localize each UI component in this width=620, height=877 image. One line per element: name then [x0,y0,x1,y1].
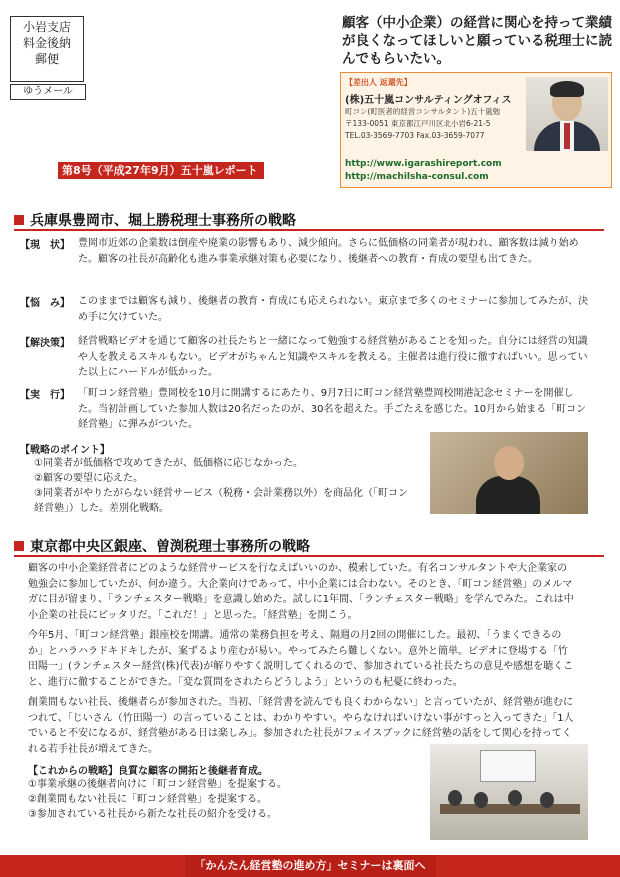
future-item: ①事業承継の後継者向けに「町コン経営塾」を提案する。 [28,779,287,790]
red-square-icon [14,215,24,225]
sender-url-1[interactable]: http://www.igarashireport.com [345,159,502,169]
sender-tag: 【差出人 返還先】 [345,78,412,87]
section2-para1: 顧客の中小企業経営者にどのような経営サービスを行なえばいいのか、模索していた。有名コンサルタントや大企業家の勉強会に参加していたが、何か違う。大企業向けであって、中小企業には合わない。そのとき、「町コン経営塾」のメルマガに目が留まり、「ランチェスター戦略」を意識し始めた。試しに1年間、「ランチェスター戦略」を学んでみた。これは中小企業の社長にピッタリだ。「これだ！」と思った。「経営塾」を開こう。 [28,563,574,621]
points-title: 【戦略のポイント】 [20,445,110,456]
point-item: ②顧客の要望に応えた。 [34,473,143,484]
sender-url-2[interactable]: http://machilsha-consul.com [345,172,489,182]
row-label: 【悩 み】 [20,298,70,309]
future-item: ③参加されている社長から新たな社長の紹介を受ける。 [28,809,277,820]
sender-box [340,72,612,188]
strategy-points [20,441,410,521]
point-item: ③同業者がやりたがらない経営サービス（税務・会計業務以外）を商品化（「町コン経営塾」）した。差別化戦略。 [34,488,408,514]
row-nayami [20,294,592,326]
author-photo [526,77,608,151]
section2-para2: 今年5月、「町コン経営塾」銀座校を開講。通常の業務負担を考え、隔週の月2回の開催にした。最初、「うまくできるのか」とハラハラドキドキしたが、案ずるより産むが易い。やってみたら難しくない。意外と簡単。ビデオに登場する「竹田陽一」(ランチェスター経営(株)代表)が解りやすく説明してくれるので、参加されている社長たちの意見や感想を聴くこと、進行に徹することができた。「変な質問をされたらどうしよう」というのも杞憂に終わった。 [28,630,574,688]
section2-title: 東京都中央区銀座、曽渕税理士事務所の戦略 [30,539,310,555]
sender-address: 〒133-0051 東京都江戸川区北小岩6-21-5 [345,119,491,128]
section1-divider [14,229,604,231]
sender-company: (株)五十嵐コンサルティングオフィス [345,95,512,106]
issue-title-bar: 第8号（平成27年9月）五十嵐レポート [58,162,264,179]
postage-line-1: 小岩支店 [22,20,71,34]
row-text: 豊岡市近郊の企業数は倒産や廃業の影響もあり、減少傾向。さらに低価格の同業者が現われ、顧客数は減り始めた。顧客の社長が高齢化も進み事業承継対策も必要になり、後継者への教育・育成の要望も出てきた。 [78,238,579,265]
future-title: 【これからの戦略】良質な顧客の開拓と後継者育成。 [28,766,268,777]
postage-line-3: 郵便 [34,52,59,66]
section1-heading [14,210,296,230]
row-jikko [20,386,592,434]
seminar-speaker-photo [430,432,588,514]
row-text: このままでは顧客も減り、後継者の教育・育成にも応えられない。東京まで多くのセミナーに参加してみたが、決め手に欠けていた。 [78,296,588,323]
postage-line-2: 料金後納 [22,36,71,50]
footer-text: 「かんたん経営塾の進め方」セミナーは裏面へ [185,855,436,877]
row-label: 【実 行】 [20,390,70,401]
postage-stamp-box [10,16,84,82]
section1-title: 兵庫県豊岡市、堀上勝税理士事務所の戦略 [30,213,296,229]
red-square-icon [14,541,24,551]
future-item: ②創業間もない社長に「町コン経営塾」を提案する。 [28,794,267,805]
row-label: 【現 状】 [20,240,70,251]
headline: 顧客（中小企業）の経営に関心を持って業績が良くなってほしいと願っている税理士に読んでもらいたい。 [342,15,612,67]
footer-bar [0,855,620,877]
row-text: 経営戦略ビデオを通じて顧客の社長たちと一緒になって勉強する経営塾があることを知った。自分には経営の知識や人を教えるスキルもない。ビデオがちゃんと知識やスキルを教える。主催者は進行役に徹すればいい。思っていた以上にハードルが低かった。 [78,336,588,378]
section2-divider [14,555,604,557]
row-genjo [20,236,592,284]
point-item: ①同業者が低価格で攻めてきたが、低価格に応じなかった。 [34,458,303,469]
section2-heading [14,536,310,556]
row-label: 【解決策】 [20,338,70,349]
seminar-room-photo [430,744,588,840]
section2-para3: 創業間もない社長、後継者らが参加された。当初、「経営書を読んでも良くわからない」と言っていたが、経営塾が進むにつれて、「じいさん（竹田陽一）の言っていることは、わかりやすい。やらなければいけない事がすっと入ってきた」「1人でいると不安になるが、経営塾がある日は楽しみ」。参加された社長がフェイスブックに経営塾の話をして関心を持ってくれる若手社長が増えてきた。 [28,697,574,755]
row-text: 「町コン経営塾」豊岡校を10月に開講するにあたり、9月7日に町コン経営塾豊岡校開港記念セミナーを開催した。当初計画していた参加人数は20名だったのが、30名を超えた。手ごたえを感じた。10月から始まる「町コン経営塾」に弾みがついた。 [78,388,587,430]
future-strategy [28,762,424,822]
row-kaiketsu [20,334,592,382]
sender-title-line: 町コン(町医者的経営コンサルタント)五十嵐勉 [345,107,501,116]
sender-phone: TEL.03-3569-7703 Fax.03-3659-7077 [345,131,485,140]
mail-type-tag: ゆうメール [10,84,86,100]
